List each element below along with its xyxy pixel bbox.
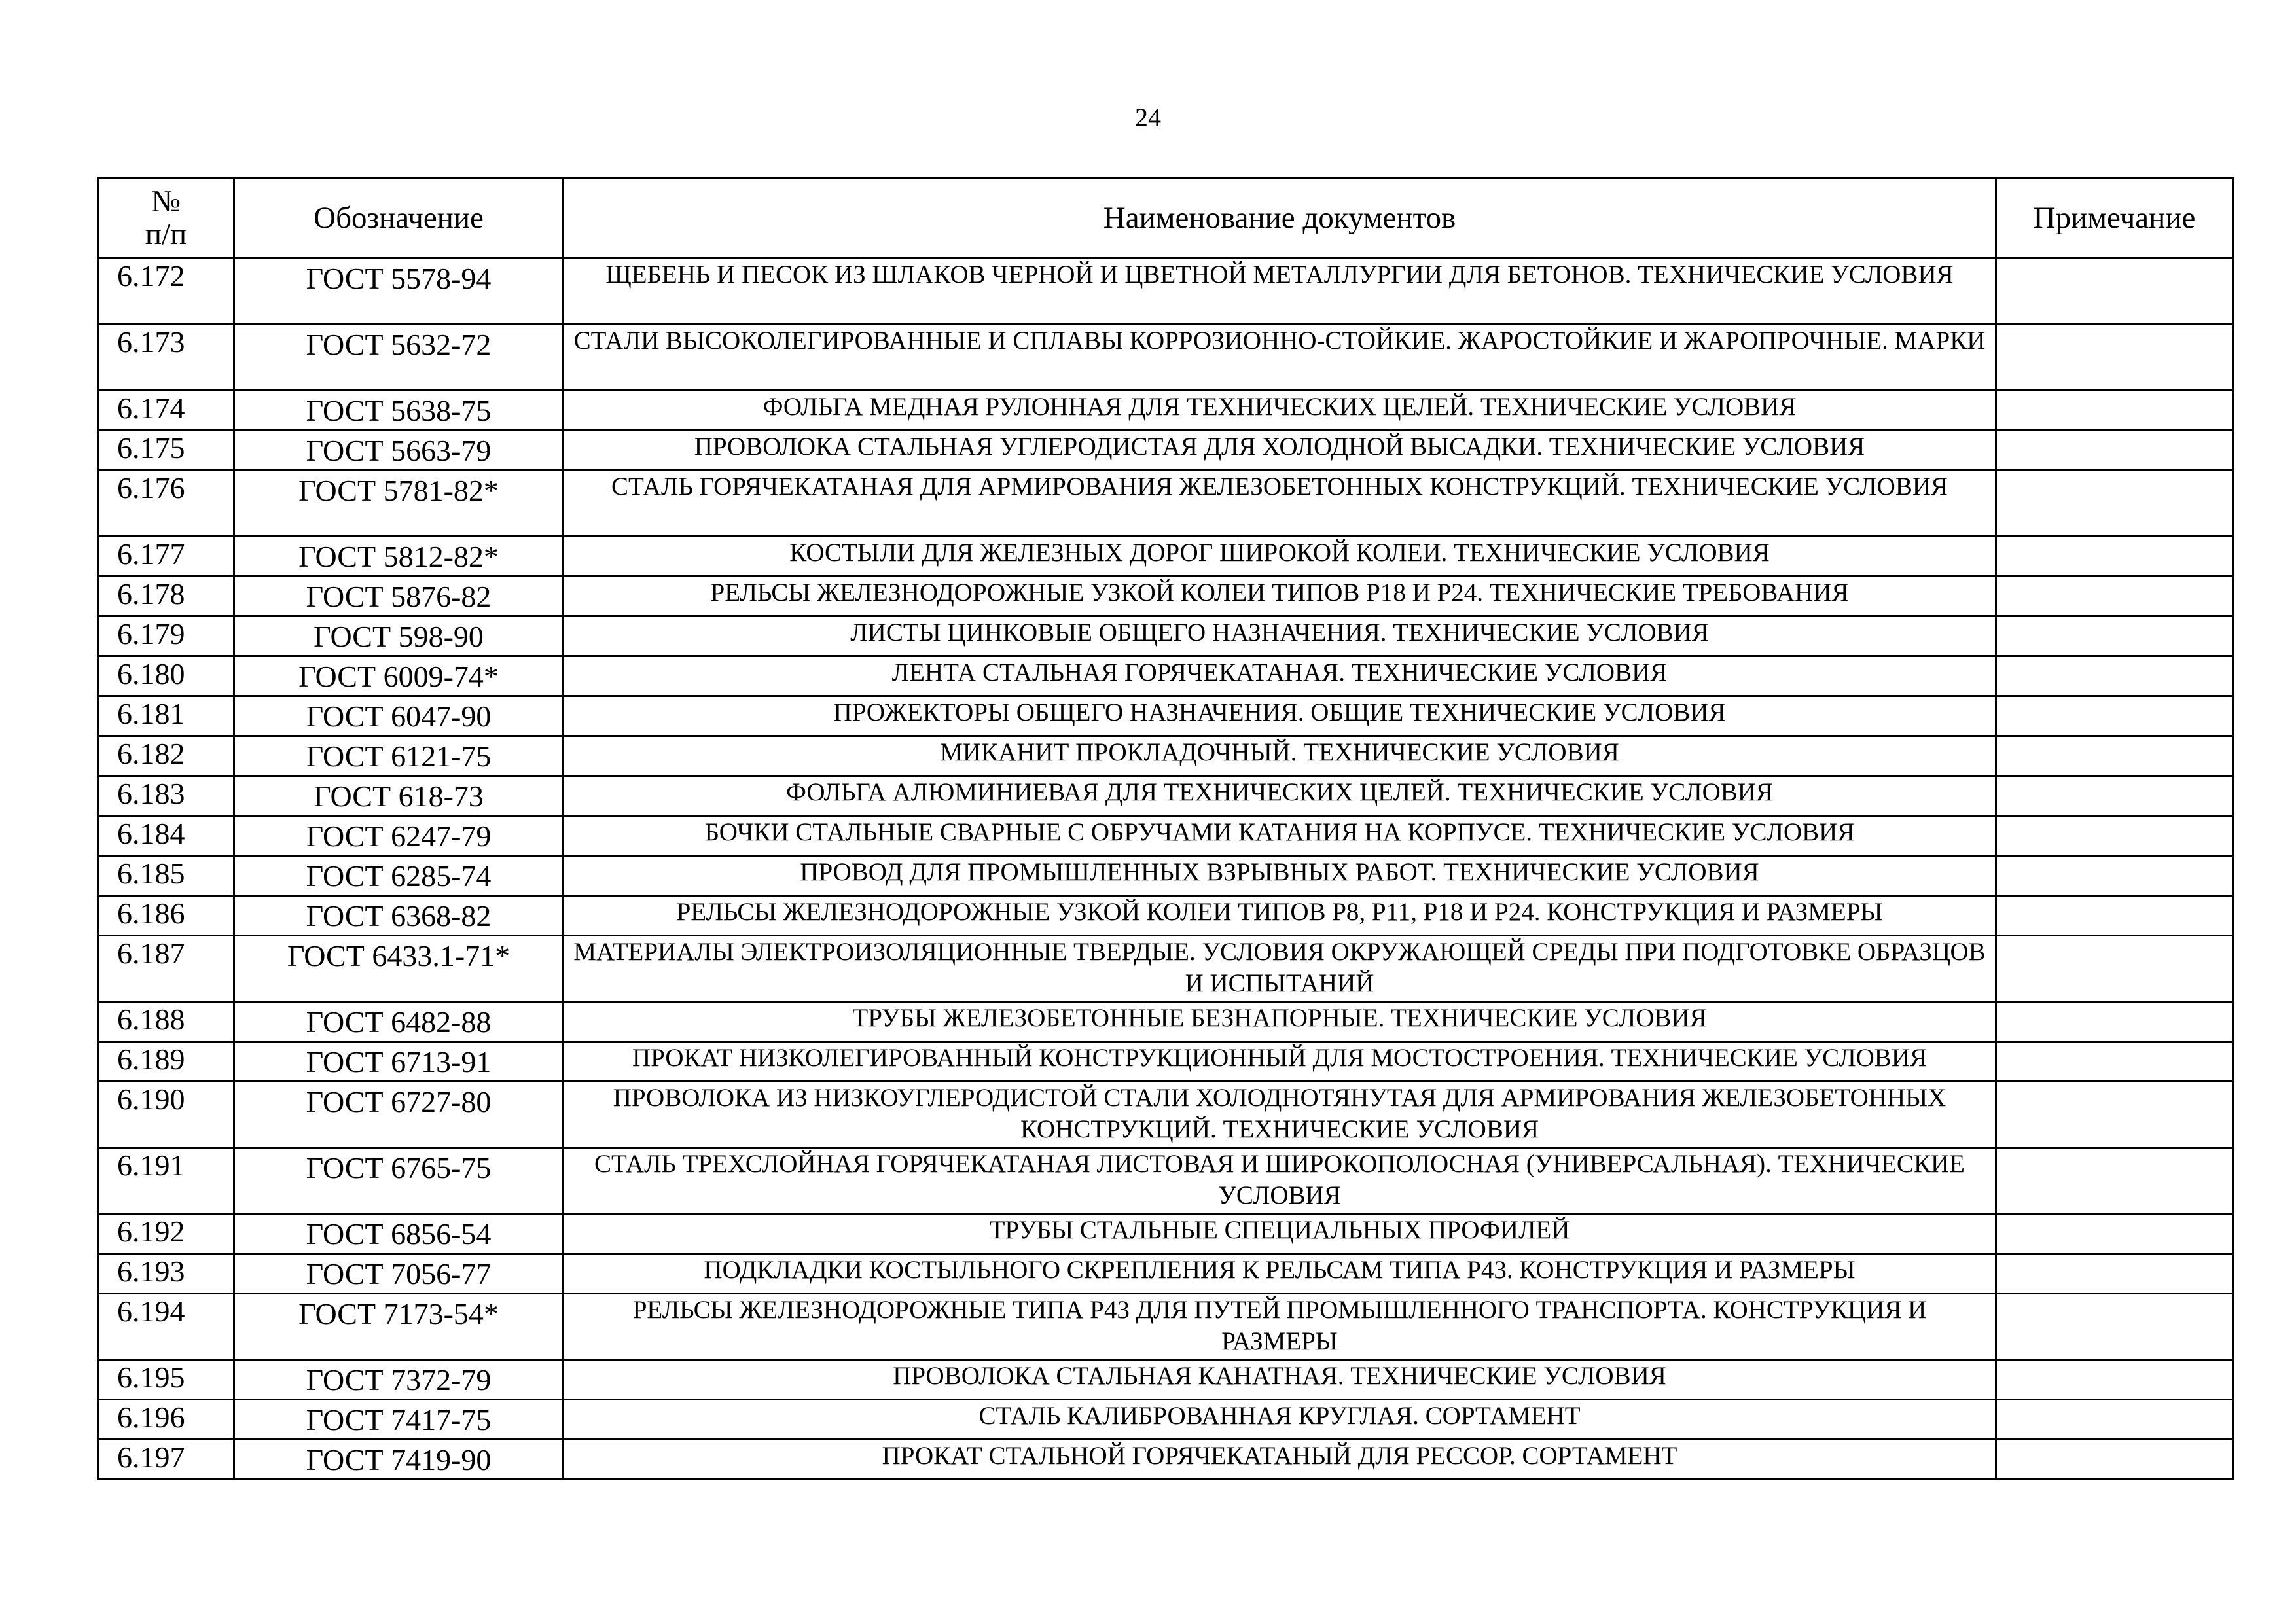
- row-note: [1996, 1042, 2233, 1082]
- row-designation: ГОСТ 598-90: [234, 616, 564, 656]
- row-note: [1996, 1148, 2233, 1214]
- row-document-name: СТАЛЬ ГОРЯЧЕКАТАНАЯ ДЛЯ АРМИРОВАНИЯ ЖЕЛЕЗОБЕТОННЫХ КОНСТРУКЦИЙ. ТЕХНИЧЕСКИЕ УСЛОВИЯ: [564, 471, 1996, 537]
- row-note: [1996, 816, 2233, 856]
- row-document-name: ПРОКАТ СТАЛЬНОЙ ГОРЯЧЕКАТАНЫЙ ДЛЯ РЕССОР. СОРТАМЕНТ: [564, 1440, 1996, 1480]
- table-row: [98, 696, 2233, 736]
- row-number: 6.177: [98, 537, 234, 577]
- row-note: [1996, 696, 2233, 736]
- row-designation: ГОСТ 6482-88: [234, 1002, 564, 1042]
- row-number: 6.182: [98, 736, 234, 776]
- header-designation: Обозначение: [234, 178, 564, 259]
- table-row: [98, 259, 2233, 325]
- table-row: [98, 537, 2233, 577]
- table-header: [98, 178, 2233, 259]
- row-designation: ГОСТ 5812-82*: [234, 537, 564, 577]
- row-document-name: ЛИСТЫ ЦИНКОВЫЕ ОБЩЕГО НАЗНАЧЕНИЯ. ТЕХНИЧЕСКИЕ УСЛОВИЯ: [564, 616, 1996, 656]
- row-designation: ГОСТ 5876-82: [234, 577, 564, 616]
- row-document-name: ЛЕНТА СТАЛЬНАЯ ГОРЯЧЕКАТАНАЯ. ТЕХНИЧЕСКИЕ УСЛОВИЯ: [564, 656, 1996, 696]
- table-row: [98, 896, 2233, 936]
- table-row: [98, 1082, 2233, 1148]
- row-number: 6.181: [98, 696, 234, 736]
- row-note: [1996, 431, 2233, 471]
- row-designation: ГОСТ 6368-82: [234, 896, 564, 936]
- header-number-line1: №: [151, 185, 181, 219]
- row-document-name: БОЧКИ СТАЛЬНЫЕ СВАРНЫЕ С ОБРУЧАМИ КАТАНИЯ НА КОРПУСЕ. ТЕХНИЧЕСКИЕ УСЛОВИЯ: [564, 816, 1996, 856]
- row-note: [1996, 656, 2233, 696]
- row-document-name: РЕЛЬСЫ ЖЕЛЕЗНОДОРОЖНЫЕ УЗКОЙ КОЛЕИ ТИПОВ Р18 И Р24. ТЕХНИЧЕСКИЕ ТРЕБОВАНИЯ: [564, 577, 1996, 616]
- header-number-line2: п/п: [145, 217, 187, 251]
- row-designation: ГОСТ 6047-90: [234, 696, 564, 736]
- row-note: [1996, 616, 2233, 656]
- row-number: 6.188: [98, 1002, 234, 1042]
- table-row: [98, 1294, 2233, 1360]
- row-designation: ГОСТ 7372-79: [234, 1360, 564, 1400]
- row-number: 6.185: [98, 856, 234, 896]
- row-designation: ГОСТ 6713-91: [234, 1042, 564, 1082]
- table-row: [98, 1360, 2233, 1400]
- row-document-name: ПРОВОД ДЛЯ ПРОМЫШЛЕННЫХ ВЗРЫВНЫХ РАБОТ. ТЕХНИЧЕСКИЕ УСЛОВИЯ: [564, 856, 1996, 896]
- row-note: [1996, 856, 2233, 896]
- row-document-name: МИКАНИТ ПРОКЛАДОЧНЫЙ. ТЕХНИЧЕСКИЕ УСЛОВИЯ: [564, 736, 1996, 776]
- page-number: 24: [1135, 103, 1161, 132]
- row-designation: ГОСТ 7173-54*: [234, 1294, 564, 1360]
- row-document-name: ПОДКЛАДКИ КОСТЫЛЬНОГО СКРЕПЛЕНИЯ К РЕЛЬСАМ ТИПА Р43. КОНСТРУКЦИЯ И РАЗМЕРЫ: [564, 1254, 1996, 1294]
- header-row: [98, 178, 2233, 259]
- row-note: [1996, 1254, 2233, 1294]
- row-document-name: КОСТЫЛИ ДЛЯ ЖЕЛЕЗНЫХ ДОРОГ ШИРОКОЙ КОЛЕИ. ТЕХНИЧЕСКИЕ УСЛОВИЯ: [564, 537, 1996, 577]
- row-number: 6.194: [98, 1294, 234, 1360]
- table-row: [98, 431, 2233, 471]
- row-designation: ГОСТ 5632-72: [234, 325, 564, 391]
- row-number: 6.172: [98, 259, 234, 325]
- row-designation: ГОСТ 7419-90: [234, 1440, 564, 1480]
- row-note: [1996, 1082, 2233, 1148]
- table-row: [98, 776, 2233, 816]
- table-row: [98, 936, 2233, 1002]
- row-designation: ГОСТ 6285-74: [234, 856, 564, 896]
- row-document-name: МАТЕРИАЛЫ ЭЛЕКТРОИЗОЛЯЦИОННЫЕ ТВЕРДЫЕ. УСЛОВИЯ ОКРУЖАЮЩЕЙ СРЕДЫ ПРИ ПОДГОТОВКЕ ОБРАЗЦОВ И ИСПЫТАНИЙ: [564, 936, 1996, 1002]
- row-designation: ГОСТ 6765-75: [234, 1148, 564, 1214]
- row-number: 6.184: [98, 816, 234, 856]
- table-row: [98, 1214, 2233, 1254]
- row-note: [1996, 577, 2233, 616]
- row-note: [1996, 776, 2233, 816]
- row-number: 6.195: [98, 1360, 234, 1400]
- table-row: [98, 471, 2233, 537]
- row-designation: ГОСТ 6121-75: [234, 736, 564, 776]
- table-row: [98, 391, 2233, 431]
- row-document-name: ТРУБЫ ЖЕЛЕЗОБЕТОННЫЕ БЕЗНАПОРНЫЕ. ТЕХНИЧЕСКИЕ УСЛОВИЯ: [564, 1002, 1996, 1042]
- row-note: [1996, 736, 2233, 776]
- row-number: 6.186: [98, 896, 234, 936]
- row-document-name: ПРОВОЛОКА СТАЛЬНАЯ УГЛЕРОДИСТАЯ ДЛЯ ХОЛОДНОЙ ВЫСАДКИ. ТЕХНИЧЕСКИЕ УСЛОВИЯ: [564, 431, 1996, 471]
- row-note: [1996, 391, 2233, 431]
- header-note: Примечание: [1996, 178, 2233, 259]
- row-number: 6.176: [98, 471, 234, 537]
- table-row: [98, 1148, 2233, 1214]
- row-number: 6.189: [98, 1042, 234, 1082]
- row-document-name: ТРУБЫ СТАЛЬНЫЕ СПЕЦИАЛЬНЫХ ПРОФИЛЕЙ: [564, 1214, 1996, 1254]
- row-note: [1996, 1360, 2233, 1400]
- table-row: [98, 1042, 2233, 1082]
- row-designation: ГОСТ 7417-75: [234, 1400, 564, 1440]
- row-note: [1996, 1440, 2233, 1480]
- row-note: [1996, 1294, 2233, 1360]
- header-document-name: Наименование документов: [564, 178, 1996, 259]
- table-row: [98, 577, 2233, 616]
- row-designation: ГОСТ 6433.1-71*: [234, 936, 564, 1002]
- table-row: [98, 1002, 2233, 1042]
- row-note: [1996, 325, 2233, 391]
- row-number: 6.193: [98, 1254, 234, 1294]
- table-row: [98, 656, 2233, 696]
- row-number: 6.180: [98, 656, 234, 696]
- row-document-name: РЕЛЬСЫ ЖЕЛЕЗНОДОРОЖНЫЕ УЗКОЙ КОЛЕИ ТИПОВ Р8, Р11, Р18 И Р24. КОНСТРУКЦИЯ И РАЗМЕРЫ: [564, 896, 1996, 936]
- row-document-name: ПРОКАТ НИЗКОЛЕГИРОВАННЫЙ КОНСТРУКЦИОННЫЙ ДЛЯ МОСТОСТРОЕНИЯ. ТЕХНИЧЕСКИЕ УСЛОВИЯ: [564, 1042, 1996, 1082]
- header-number: [98, 178, 234, 259]
- table-row: [98, 736, 2233, 776]
- table-body: [98, 259, 2233, 1480]
- row-number: 6.196: [98, 1400, 234, 1440]
- row-designation: ГОСТ 5663-79: [234, 431, 564, 471]
- row-document-name: ПРОВОЛОКА ИЗ НИЗКОУГЛЕРОДИСТОЙ СТАЛИ ХОЛОДНОТЯНУТАЯ ДЛЯ АРМИРОВАНИЯ ЖЕЛЕЗОБЕТОННЫХ КОНСТРУКЦИЙ. ТЕХНИЧЕСКИЕ УСЛОВИЯ: [564, 1082, 1996, 1148]
- documents-table: [97, 177, 2234, 1480]
- row-designation: ГОСТ 6247-79: [234, 816, 564, 856]
- row-note: [1996, 1400, 2233, 1440]
- row-designation: ГОСТ 5578-94: [234, 259, 564, 325]
- row-note: [1996, 1002, 2233, 1042]
- row-document-name: РЕЛЬСЫ ЖЕЛЕЗНОДОРОЖНЫЕ ТИПА Р43 ДЛЯ ПУТЕЙ ПРОМЫШЛЕННОГО ТРАНСПОРТА. КОНСТРУКЦИЯ И РАЗМЕРЫ: [564, 1294, 1996, 1360]
- row-number: 6.183: [98, 776, 234, 816]
- row-note: [1996, 1214, 2233, 1254]
- row-note: [1996, 537, 2233, 577]
- table-row: [98, 1440, 2233, 1480]
- row-document-name: ПРОВОЛОКА СТАЛЬНАЯ КАНАТНАЯ. ТЕХНИЧЕСКИЕ УСЛОВИЯ: [564, 1360, 1996, 1400]
- row-document-name: ЩЕБЕНЬ И ПЕСОК ИЗ ШЛАКОВ ЧЕРНОЙ И ЦВЕТНОЙ МЕТАЛЛУРГИИ ДЛЯ БЕТОНОВ. ТЕХНИЧЕСКИЕ УСЛОВИЯ: [564, 259, 1996, 325]
- table-row: [98, 816, 2233, 856]
- row-document-name: СТАЛИ ВЫСОКОЛЕГИРОВАННЫЕ И СПЛАВЫ КОРРОЗИОННО-СТОЙКИЕ. ЖАРОСТОЙКИЕ И ЖАРОПРОЧНЫЕ. МАРКИ: [564, 325, 1996, 391]
- row-number: 6.173: [98, 325, 234, 391]
- row-note: [1996, 936, 2233, 1002]
- table-row: [98, 325, 2233, 391]
- row-designation: ГОСТ 5638-75: [234, 391, 564, 431]
- row-designation: ГОСТ 7056-77: [234, 1254, 564, 1294]
- row-number: 6.191: [98, 1148, 234, 1214]
- row-number: 6.174: [98, 391, 234, 431]
- row-number: 6.187: [98, 936, 234, 1002]
- row-designation: ГОСТ 618-73: [234, 776, 564, 816]
- table-row: [98, 616, 2233, 656]
- row-document-name: СТАЛЬ ТРЕХСЛОЙНАЯ ГОРЯЧЕКАТАНАЯ ЛИСТОВАЯ И ШИРОКОПОЛОСНАЯ (УНИВЕРСАЛЬНАЯ). ТЕХНИЧЕСКИЕ УСЛОВИЯ: [564, 1148, 1996, 1214]
- row-designation: ГОСТ 6856-54: [234, 1214, 564, 1254]
- row-number: 6.175: [98, 431, 234, 471]
- row-document-name: ФОЛЬГА АЛЮМИНИЕВАЯ ДЛЯ ТЕХНИЧЕСКИХ ЦЕЛЕЙ. ТЕХНИЧЕСКИЕ УСЛОВИЯ: [564, 776, 1996, 816]
- row-document-name: ФОЛЬГА МЕДНАЯ РУЛОННАЯ ДЛЯ ТЕХНИЧЕСКИХ ЦЕЛЕЙ. ТЕХНИЧЕСКИЕ УСЛОВИЯ: [564, 391, 1996, 431]
- row-designation: ГОСТ 5781-82*: [234, 471, 564, 537]
- row-document-name: СТАЛЬ КАЛИБРОВАННАЯ КРУГЛАЯ. СОРТАМЕНТ: [564, 1400, 1996, 1440]
- row-note: [1996, 259, 2233, 325]
- table-row: [98, 856, 2233, 896]
- row-note: [1996, 896, 2233, 936]
- row-number: 6.190: [98, 1082, 234, 1148]
- row-number: 6.197: [98, 1440, 234, 1480]
- table-row: [98, 1254, 2233, 1294]
- row-designation: ГОСТ 6727-80: [234, 1082, 564, 1148]
- row-document-name: ПРОЖЕКТОРЫ ОБЩЕГО НАЗНАЧЕНИЯ. ОБЩИЕ ТЕХНИЧЕСКИЕ УСЛОВИЯ: [564, 696, 1996, 736]
- row-number: 6.179: [98, 616, 234, 656]
- row-note: [1996, 471, 2233, 537]
- table-row: [98, 1400, 2233, 1440]
- row-number: 6.192: [98, 1214, 234, 1254]
- row-designation: ГОСТ 6009-74*: [234, 656, 564, 696]
- row-number: 6.178: [98, 577, 234, 616]
